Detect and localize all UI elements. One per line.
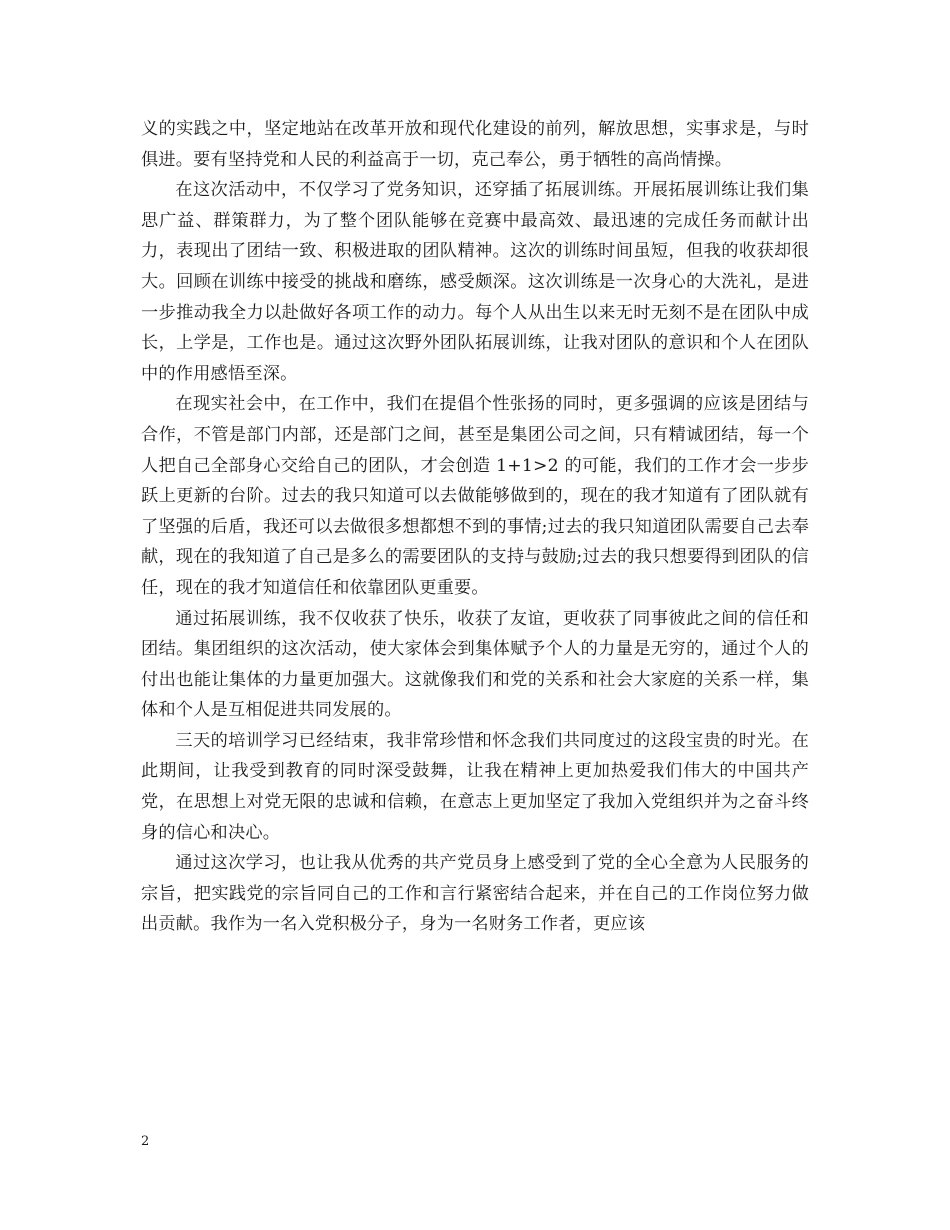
paragraph-1: 义的实践之中，坚定地站在改革开放和现代化建设的前列，解放思想，实事求是，与时俱进。要有坚持党和人民的利益高于一切，克己奉公，勇于牺牲的高尚情操。 [141,119,809,170]
body-text [141,114,809,940]
paragraph-5: 三天的培训学习已经结束，我非常珍惜和怀念我们共同度过的这段宝贵的时光。在此期间，让我受到教育的同时深受鼓舞，让我在精神上更加热爱我们伟大的中国共产党，在思想上对党无限的忠诚和信赖，在意志上更加坚定了我加入党组织并为之奋斗终身的信心和决心。 [141,730,809,843]
paragraph-2: 在这次活动中，不仅学习了党务知识，还穿插了拓展训练。开展拓展训练让我们集思广益、群策群力，为了整个团队能够在竞赛中最高效、最迅速的完成任务而献计出力，表现出了团结一致、积极进取的团队精神。这次的训练时间虽短，但我的收获却很大。回顾在训练中接受的挑战和磨练，感受颇深。这次训练是一次身心的大洗礼，是进一步推动我全力以赴做好各项工作的动力。每个人从出生以来无时无刻不是在团队中成长，上学是，工作也是。通过这次野外团队拓展训练，让我对团队的意识和个人在团队中的作用感悟至深。 [141,180,809,384]
paragraph-6: 通过这次学习，也让我从优秀的共产党员身上感受到了党的全心全意为人民服务的宗旨，把实践党的宗旨同自己的工作和言行紧密结合起来，并在自己的工作岗位努力做出贡献。我作为一名入党积极分子，身为一名财务工作者，更应该 [141,853,809,935]
page-number: 2 [141,1134,150,1149]
paragraph-3: 在现实社会中，在工作中，我们在提倡个性张扬的同时，更多强调的应该是团结与合作，不管是部门内部，还是部门之间，甚至是集团公司之间，只有精诚团结，每一个人把自己全部身心交给自己的团队，才会创造 1+1>2 的可能，我们的工作才会一步步跃上更新的台阶。过去的我只知道可以去做能够做到的，现在的我才知道有了团队就有了坚强的后盾，我还可以去做很多想都想不到的事情;过去的我只知道团队需要自己去奉献，现在的我知道了自己是多么的需要团队的支持与鼓励;过去的我只想要得到团队的信任，现在的我才知道信任和依靠团队更重要。 [141,394,809,598]
paragraph-4: 通过拓展训练，我不仅收获了快乐，收获了友谊，更收获了同事彼此之间的信任和团结。集团组织的这次活动，使大家体会到集体赋予个人的力量是无穷的，通过个人的付出也能让集体的力量更加强大。这就像我们和党的关系和社会大家庭的关系一样，集体和个人是互相促进共同发展的。 [141,608,809,721]
